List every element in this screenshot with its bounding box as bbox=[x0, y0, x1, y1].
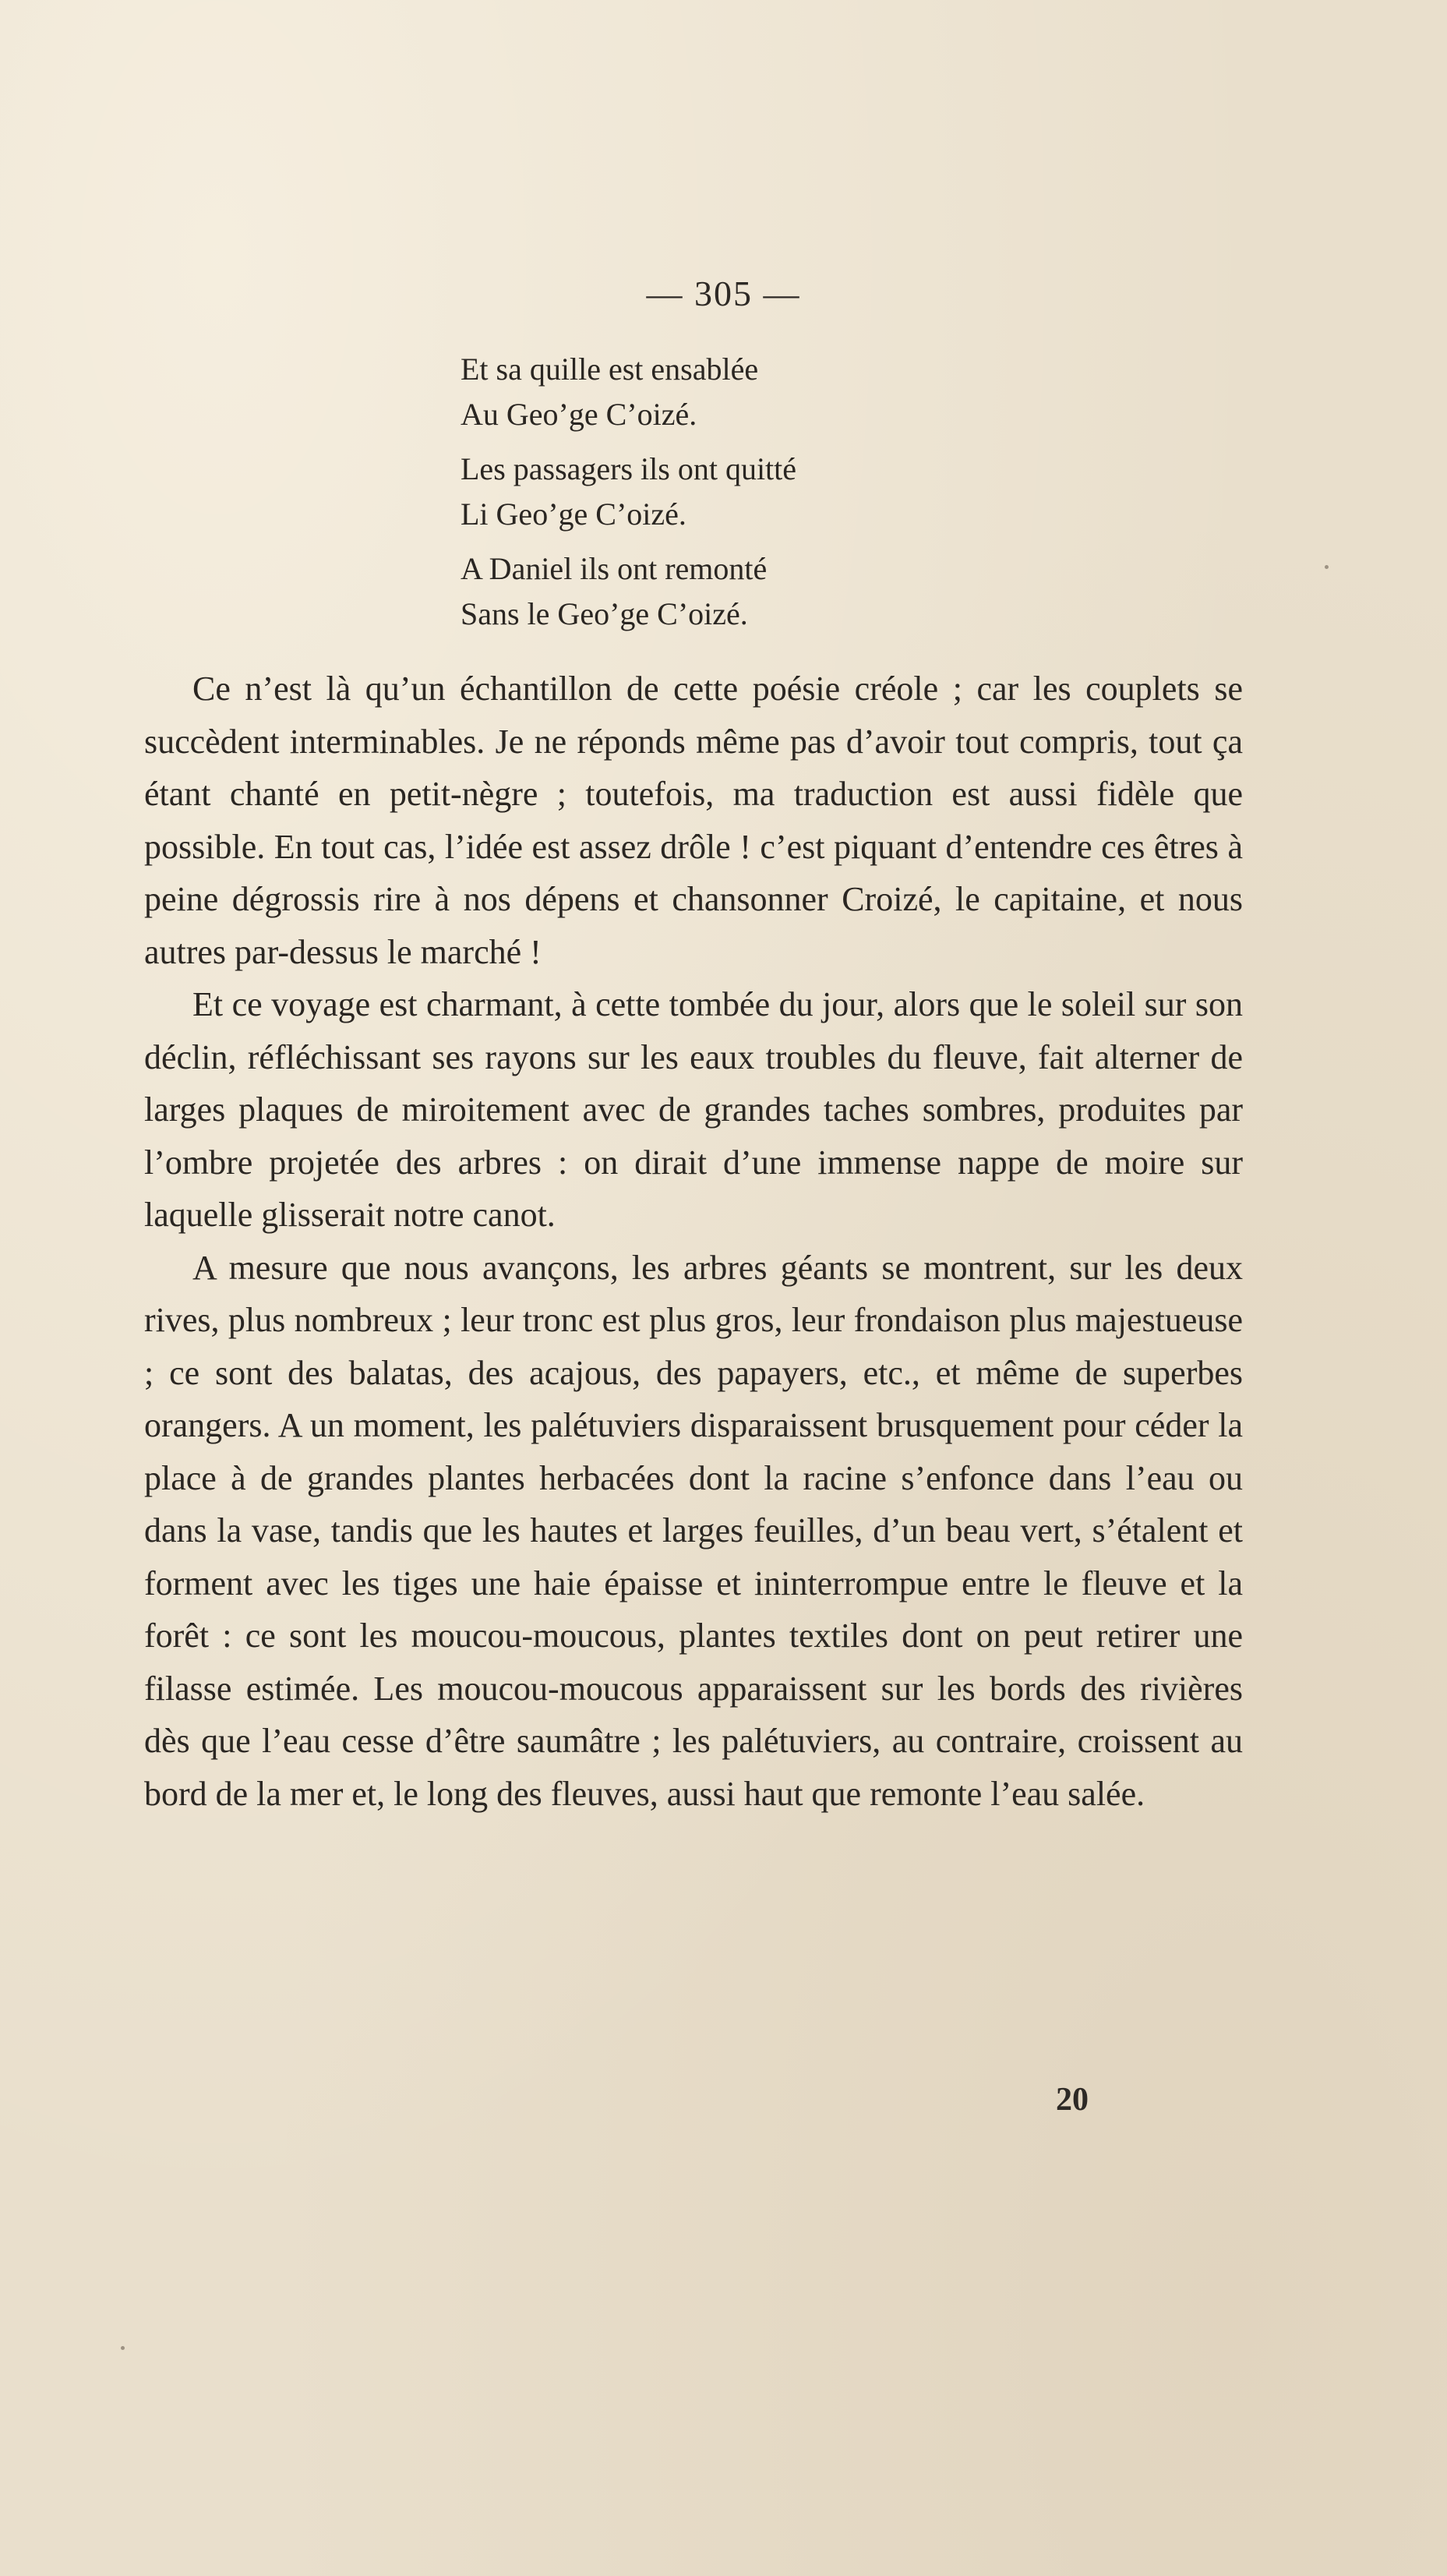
paragraph: Et ce voyage est charmant, à cette tombée du jour, alors que le soleil sur son déclin, réfléchissant ses rayons sur les eaux troubles du fleuve, fait alterner de larges plaques de miroitement avec de grandes taches sombres, produites par l’ombre projetée des arbres : on dirait d’une immense nappe de moire sur laquelle glisserait notre canot. bbox=[144, 985, 1243, 1234]
verse-block bbox=[461, 347, 1006, 646]
verse-line: Au Geo’ge C’oizé. bbox=[461, 397, 697, 432]
verse-line: Et sa quille est ensablée bbox=[461, 352, 759, 387]
verse-stanza bbox=[461, 447, 1006, 537]
paper-speck bbox=[1325, 565, 1329, 569]
verse-stanza bbox=[461, 347, 1006, 437]
page-number: — 305 — bbox=[646, 274, 801, 313]
verse-line: A Daniel ils ont remonté bbox=[461, 551, 768, 586]
signature-mark: 20 bbox=[1056, 2082, 1089, 2118]
paragraph: Ce n’est là qu’un échantillon de cette poésie créole ; car les couplets se succèdent interminables. Je ne réponds même pas d’avoir tout compris, tout ça étant chanté en petit-nègre ; toutefois, ma traduction est aussi fidèle que possible. En tout cas, l’idée est assez drôle ! c’est piquant d’entendre ces êtres à peine dégrossis rire à nos dépens et chansonner Croizé, le capitaine, et nous autres par-dessus le marché ! bbox=[144, 670, 1243, 971]
verse-line: Sans le Geo’ge C’oizé. bbox=[461, 596, 748, 631]
prose-body bbox=[144, 663, 1243, 1820]
paper-speck bbox=[121, 2346, 125, 2350]
verse-stanza bbox=[461, 546, 1006, 637]
paragraph: A mesure que nous avançons, les arbres géants se montrent, sur les deux rives, plus nombreux ; leur tronc est plus gros, leur frondaison plus majestueuse ; ce sont des balatas, des acajous, des papayers, etc., et même de superbes orangers. A un moment, les palétuviers disparaissent brusquement pour céder la place à de grandes plantes herbacées dont la racine s’enfonce dans l’eau ou dans la vase, tandis que les hautes et larges feuilles, d’un beau vert, s’étalent et forment avec les tiges une haie épaisse et ininterrompue entre le fleuve et la forêt : ce sont les moucou-moucous, plantes textiles dont on peut retirer une filasse estimée. Les moucou-moucous apparaissent sur les bords des rivières dès que l’eau cesse d’être saumâtre ; les palétuviers, au contraire, croissent au bord de la mer et, le long des fleuves, aussi haut que remonte l’eau salée. bbox=[144, 1248, 1243, 1813]
verse-line: Les passagers ils ont quitté bbox=[461, 451, 797, 486]
verse-line: Li Geo’ge C’oizé. bbox=[461, 496, 686, 532]
